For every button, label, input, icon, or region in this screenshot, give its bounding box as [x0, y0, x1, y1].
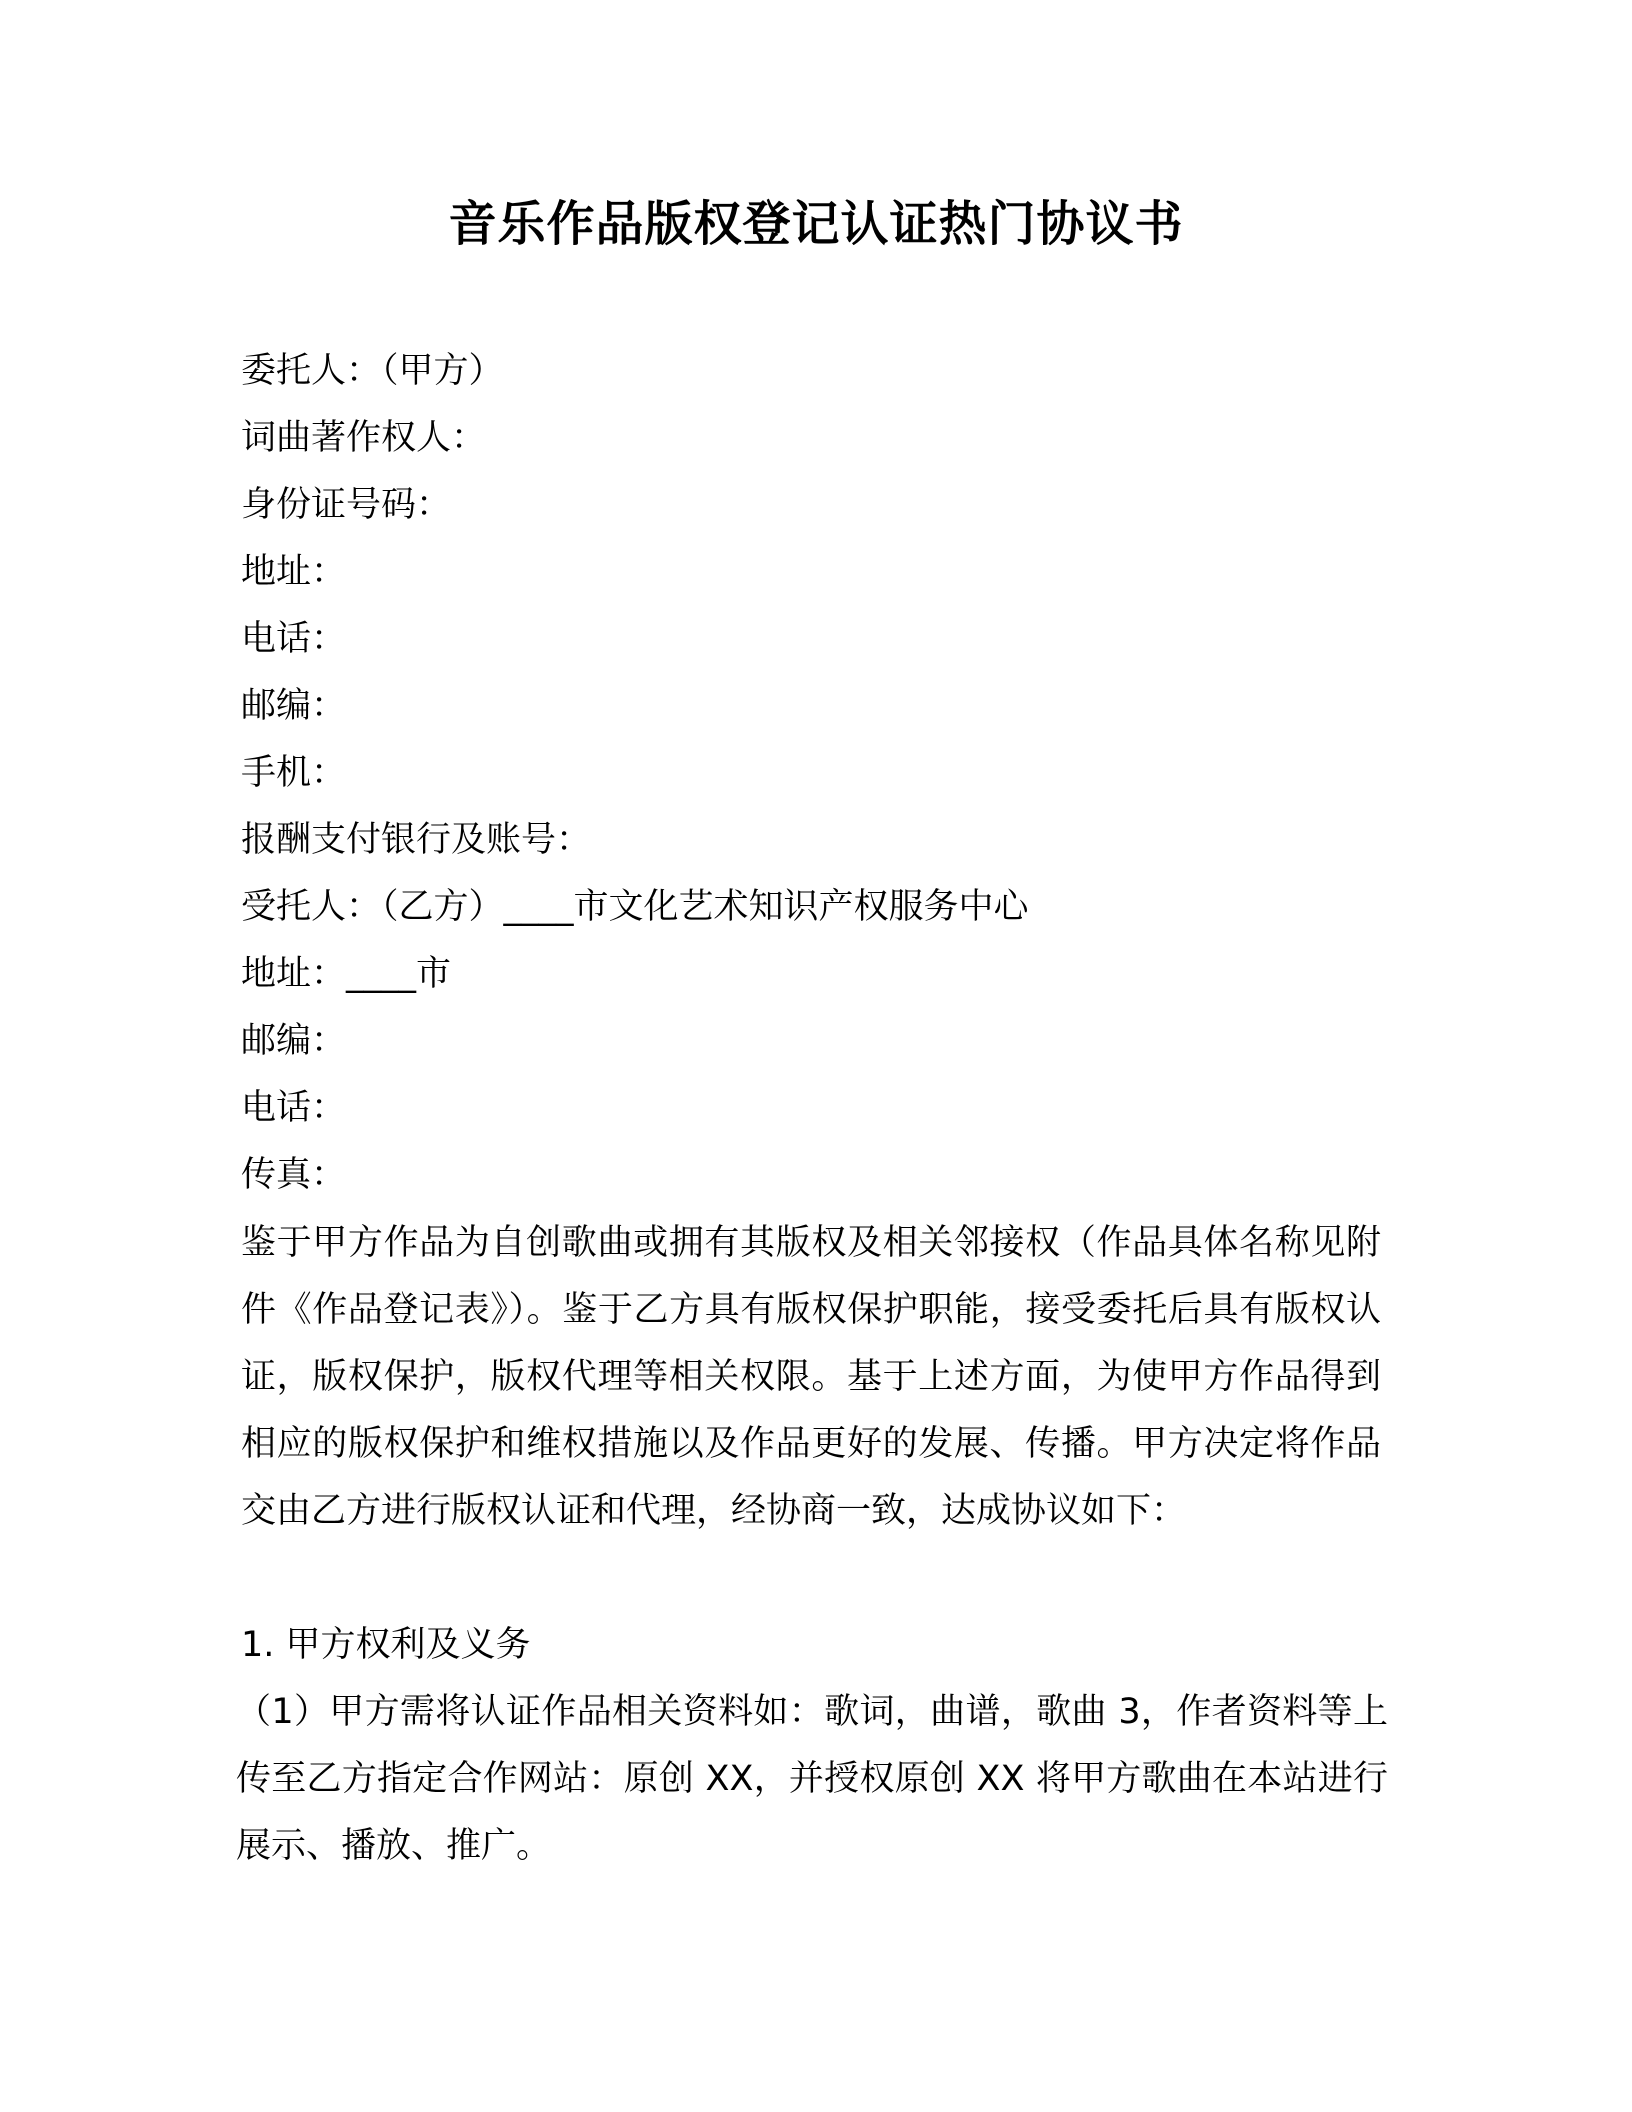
field-postcode-b: 邮编：	[241, 1021, 347, 1061]
field-fax: 传真：	[241, 1155, 347, 1195]
field-mobile: 手机：	[241, 753, 347, 793]
field-address-a: 地址：	[241, 552, 347, 592]
party-info-fields	[241, 338, 1391, 1209]
field-address-b: 地址：____市	[241, 954, 452, 994]
field-id-number: 身份证号码：	[241, 485, 452, 525]
field-entrustor: 委托人：（甲方）	[241, 351, 504, 391]
field-bank-account: 报酬支付银行及账号：	[241, 820, 592, 860]
field-phone-a: 电话：	[241, 619, 347, 659]
field-phone-b: 电话：	[241, 1088, 347, 1128]
section-1-item-1: （1）甲方需将认证作品相关资料如：歌词，曲谱，歌曲 3，作者资料等上传至乙方指定合作网站：原创 XX，并授权原创 XX 将甲方歌曲在本站进行展示、播放、推广。	[236, 1692, 1388, 1866]
field-trustee: 受托人：（乙方）____市文化艺术知识产权服务中心	[241, 887, 1029, 927]
field-copyright-holder: 词曲著作权人：	[241, 418, 487, 458]
field-postcode-a: 邮编：	[241, 686, 347, 726]
preamble-paragraph: 鉴于甲方作品为自创歌曲或拥有其版权及相关邻接权（作品具体名称见附件《作品登记表》）。鉴于乙方具有版权保护职能，接受委托后具有版权认证，版权保护，版权代理等相关权限。基于上述方面，为使甲方作品得到相应的版权保护和维权措施以及作品更好的发展、传播。甲方决定将作品交由乙方进行版权认证和代理，经协商一致，达成协议如下：	[241, 1223, 1381, 1531]
document-title: 音乐作品版权登记认证热门协议书	[448, 196, 1184, 252]
section-1-heading: 1. 甲方权利及义务	[241, 1625, 531, 1665]
